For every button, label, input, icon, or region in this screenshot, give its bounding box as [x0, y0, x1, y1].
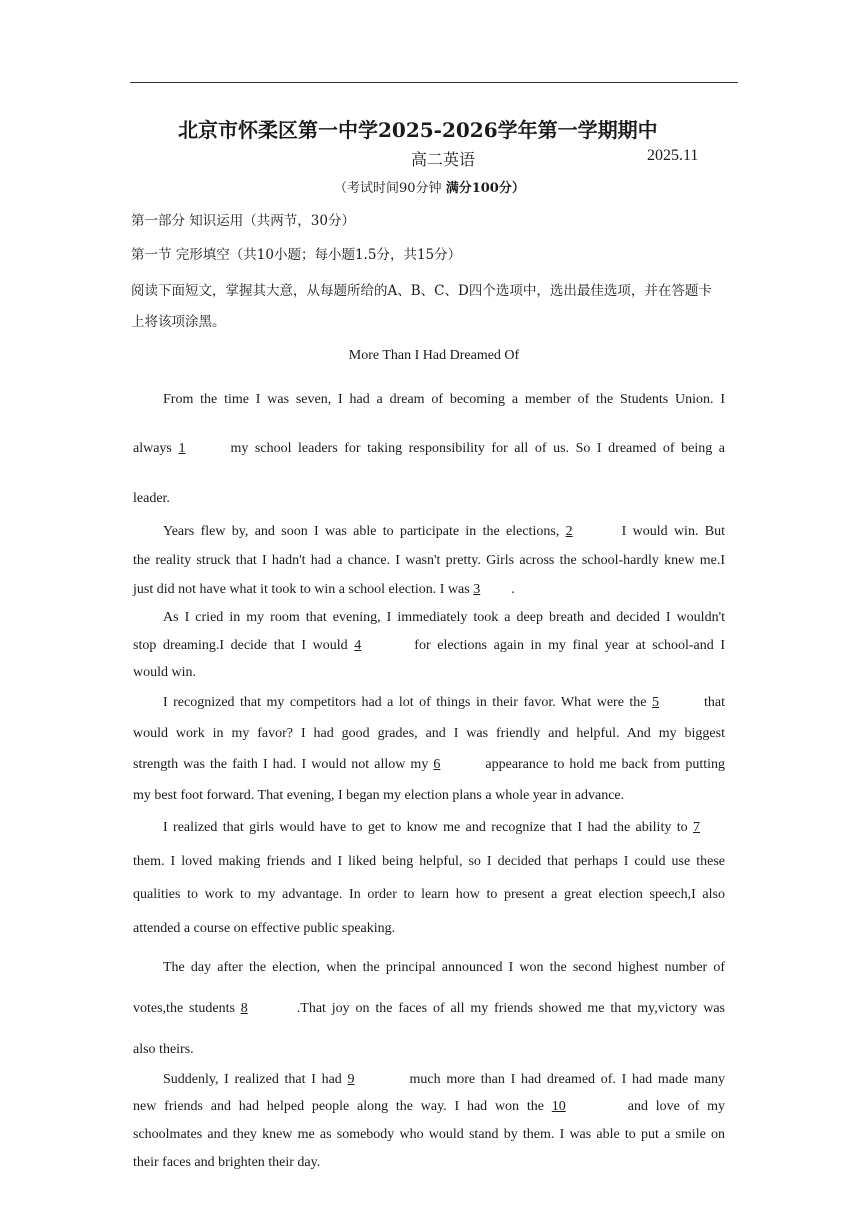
passage-line — [133, 757, 725, 773]
passage-line — [133, 1042, 725, 1058]
passage-line — [133, 638, 725, 654]
exam-subject: 高二英语 — [411, 150, 476, 169]
passage-line — [133, 887, 725, 903]
passage-line — [133, 788, 725, 804]
part-heading: 第一部分 知识运用（共两节，30分） — [131, 213, 355, 229]
passage-text: would work in my favor? I had good grades, and I was friendly and helpful. And my biggest — [133, 726, 725, 741]
passage-text: much more than I had dreamed of. I had made many — [409, 1072, 725, 1087]
passage-text: I realized that girls would have to get to know me and recognize that I had the ability to — [163, 820, 688, 835]
exam-date: 2025.11 — [647, 147, 699, 164]
passage-text: . — [511, 582, 515, 597]
cloze-blank-7: 7 — [693, 820, 700, 835]
passage-text: always — [133, 441, 172, 456]
passage-line — [133, 1155, 725, 1171]
passage-text: for elections again in my final year at school-and I — [414, 638, 726, 653]
passage-text: just did not have what it took to win a school election. I was — [133, 582, 470, 597]
passage-line — [133, 1001, 725, 1017]
passage-line — [133, 553, 725, 569]
passage-text: my school leaders for taking responsibility for all of us. So I dreamed of being a — [230, 441, 726, 456]
passage-line — [163, 610, 725, 626]
cloze-blank-6: 6 — [433, 757, 441, 772]
passage-text: leader. — [133, 491, 170, 506]
passage-line — [133, 665, 725, 681]
passage-line — [163, 820, 725, 836]
passage-line — [133, 491, 725, 507]
passage-text: them. I loved making friends and I liked being helpful, so I decided that perhaps I could use these — [133, 854, 725, 869]
passage-line — [163, 524, 725, 540]
passage-text: and love of my — [627, 1099, 726, 1114]
passage-text: qualities to work to my advantage. In order to learn how to present a great election speech,I also — [133, 887, 725, 902]
exam-title: 北京市怀柔区第一中学2025-2026学年第一学期期中 — [178, 118, 658, 142]
passage-text: .That joy on the faces of all my friends showed me that my,victory was — [296, 1001, 725, 1016]
passage-text: attended a course on effective public speaking. — [133, 921, 396, 936]
passage-text: From the time I was seven, I had a dream of becoming a member of the Students Union. I — [163, 392, 725, 407]
cloze-blank-5: 5 — [652, 695, 660, 710]
time-text: （考试时间90分钟 — [334, 181, 442, 196]
cloze-blank-10: 10 — [551, 1099, 566, 1114]
passage-line — [163, 392, 725, 408]
passage-text: Suddenly, I realized that I had — [163, 1072, 342, 1087]
instruction-text: 阅读下面短文，掌握其大意，从每题所给的A、B、C、D四个选项中，选出最佳选项，并在答题卡上将该项涂黑。 — [131, 283, 712, 330]
passage-text: my best foot forward. That evening, I began my election plans a whole year in advance. — [133, 788, 625, 803]
passage-text: schoolmates and they knew me as somebody who would stand by them. I was able to put a smile on — [133, 1127, 725, 1142]
cloze-blank-1: 1 — [178, 441, 186, 456]
passage-text: Years flew by, and soon I was able to participate in the elections, — [163, 524, 560, 539]
passage-line — [163, 960, 725, 976]
passage-text: The day after the election, when the principal announced I won the second highest number of — [163, 960, 725, 975]
passage-line — [133, 1127, 725, 1143]
passage-line — [133, 921, 725, 937]
passage-line — [163, 1072, 725, 1088]
passage-text: I recognized that my competitors had a lot of things in their favor. What were the — [163, 695, 647, 710]
section-heading: 第一节 完形填空（共10小题；每小题1.5分，共15分） — [131, 247, 462, 263]
passage-title: More Than I Had Dreamed Of — [348, 348, 520, 363]
passage-text: also theirs. — [133, 1042, 194, 1057]
passage-text: As I cried in my room that evening, I immediately took a deep breath and decided I wouldn't — [163, 610, 725, 625]
cloze-blank-2: 2 — [565, 524, 573, 539]
header-rule — [130, 82, 738, 83]
passage-text: appearance to hold me back from putting — [485, 757, 726, 772]
passage-text: I would win. But — [621, 524, 725, 539]
passage-text: new friends and had helped people along the way. I had won the — [133, 1099, 544, 1114]
cloze-blank-3: 3 — [473, 582, 481, 597]
cloze-blank-9: 9 — [347, 1072, 355, 1087]
score-text: 满分100分） — [445, 181, 525, 196]
passage-text: would win. — [133, 665, 196, 680]
passage-text: that — [704, 695, 726, 710]
cloze-blank-4: 4 — [354, 638, 362, 653]
cloze-blank-8: 8 — [240, 1001, 248, 1016]
passage-text: stop dreaming.I decide that I would — [133, 638, 348, 653]
passage-text: votes,the students — [133, 1001, 235, 1016]
passage-text: their faces and brighten their day. — [133, 1155, 321, 1170]
passage-line — [133, 1099, 725, 1115]
passage-line — [133, 726, 725, 742]
passage-text: strength was the faith I had. I would not allow my — [133, 757, 429, 772]
exam-time-note — [334, 177, 525, 196]
passage-line — [133, 854, 725, 870]
passage-line — [163, 695, 725, 711]
passage-line — [133, 582, 725, 598]
passage-line — [133, 441, 725, 457]
passage-text: the reality struck that I hadn't had a chance. I wasn't pretty. Girls across the school-hardly knew me.I — [133, 553, 725, 568]
